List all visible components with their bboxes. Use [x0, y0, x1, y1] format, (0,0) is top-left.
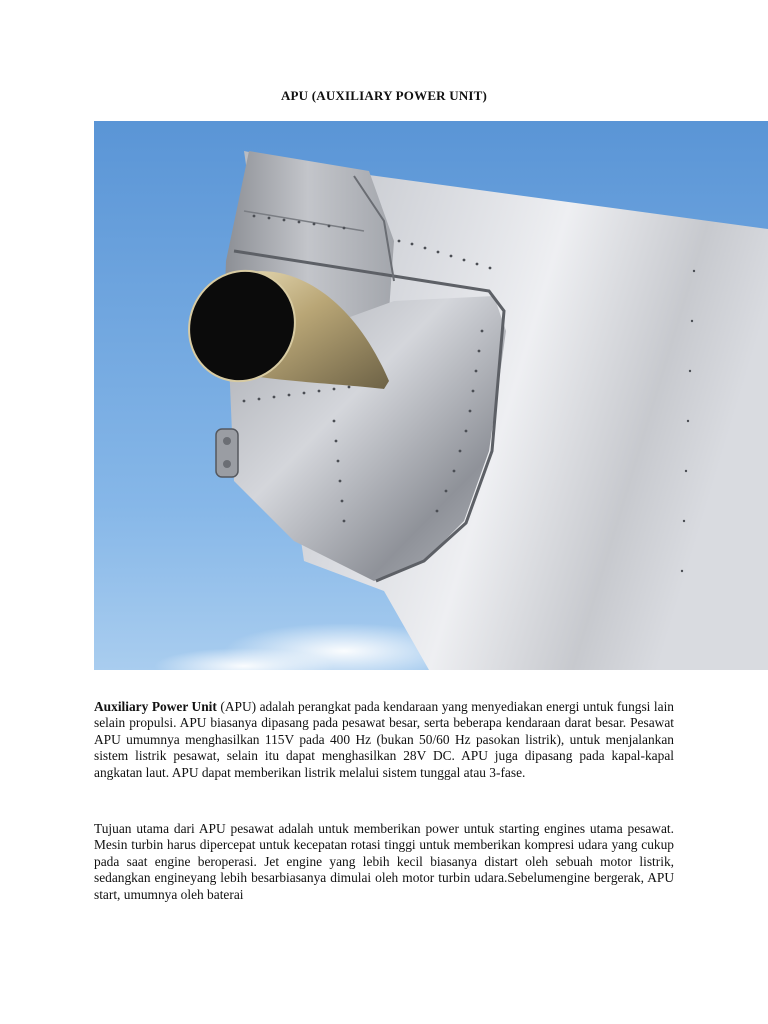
apu-photo [94, 121, 768, 670]
paragraph-apu-purpose: Tujuan utama dari APU pesawat adalah untuk memberikan power untuk starting engines utama pesawat. Mesin turbin harus dipercepat untuk kecepatan rotasi tinggi untuk memberikan kompresi udara yang cukup pada saat engine beroperasi. Jet engine yang lebih kecil biasanya distart oleh sebuah motor listrik, sedangkan engineyang lebih besarbiasanya dimulai oleh motor turbin udara.Sebelumengine bergerak, APU start, umumnya oleh baterai [94, 821, 674, 902]
bolt [223, 437, 231, 445]
apu-photo-illustration [94, 121, 768, 670]
bolt [223, 460, 231, 468]
paragraph-1-text: (APU) adalah perangkat pada kendaraan yang menyediakan energi untuk fungsi lain selain propulsi. APU biasanya dipasang pada pesawat besar, serta beberapa kendaraan darat besar. Pesawat APU umumnya menghasilkan 115V pada 400 Hz (bukan 50/60 Hz pasokan listrik), untuk menjalankan sistem listrik pesawat, selain itu dapat menghasilkan 28V DC. APU juga dipasang pada kapal-kapal angkatan laut. APU dapat memberikan listrik melalui sistem tunggal atau 3-fase. [94, 699, 674, 780]
paragraph-apu-definition [94, 699, 674, 781]
document-title: APU (AUXILIARY POWER UNIT) [280, 88, 488, 103]
term-auxiliary-power-unit: Auxiliary Power Unit [94, 699, 217, 714]
hinge-bracket [216, 429, 238, 477]
